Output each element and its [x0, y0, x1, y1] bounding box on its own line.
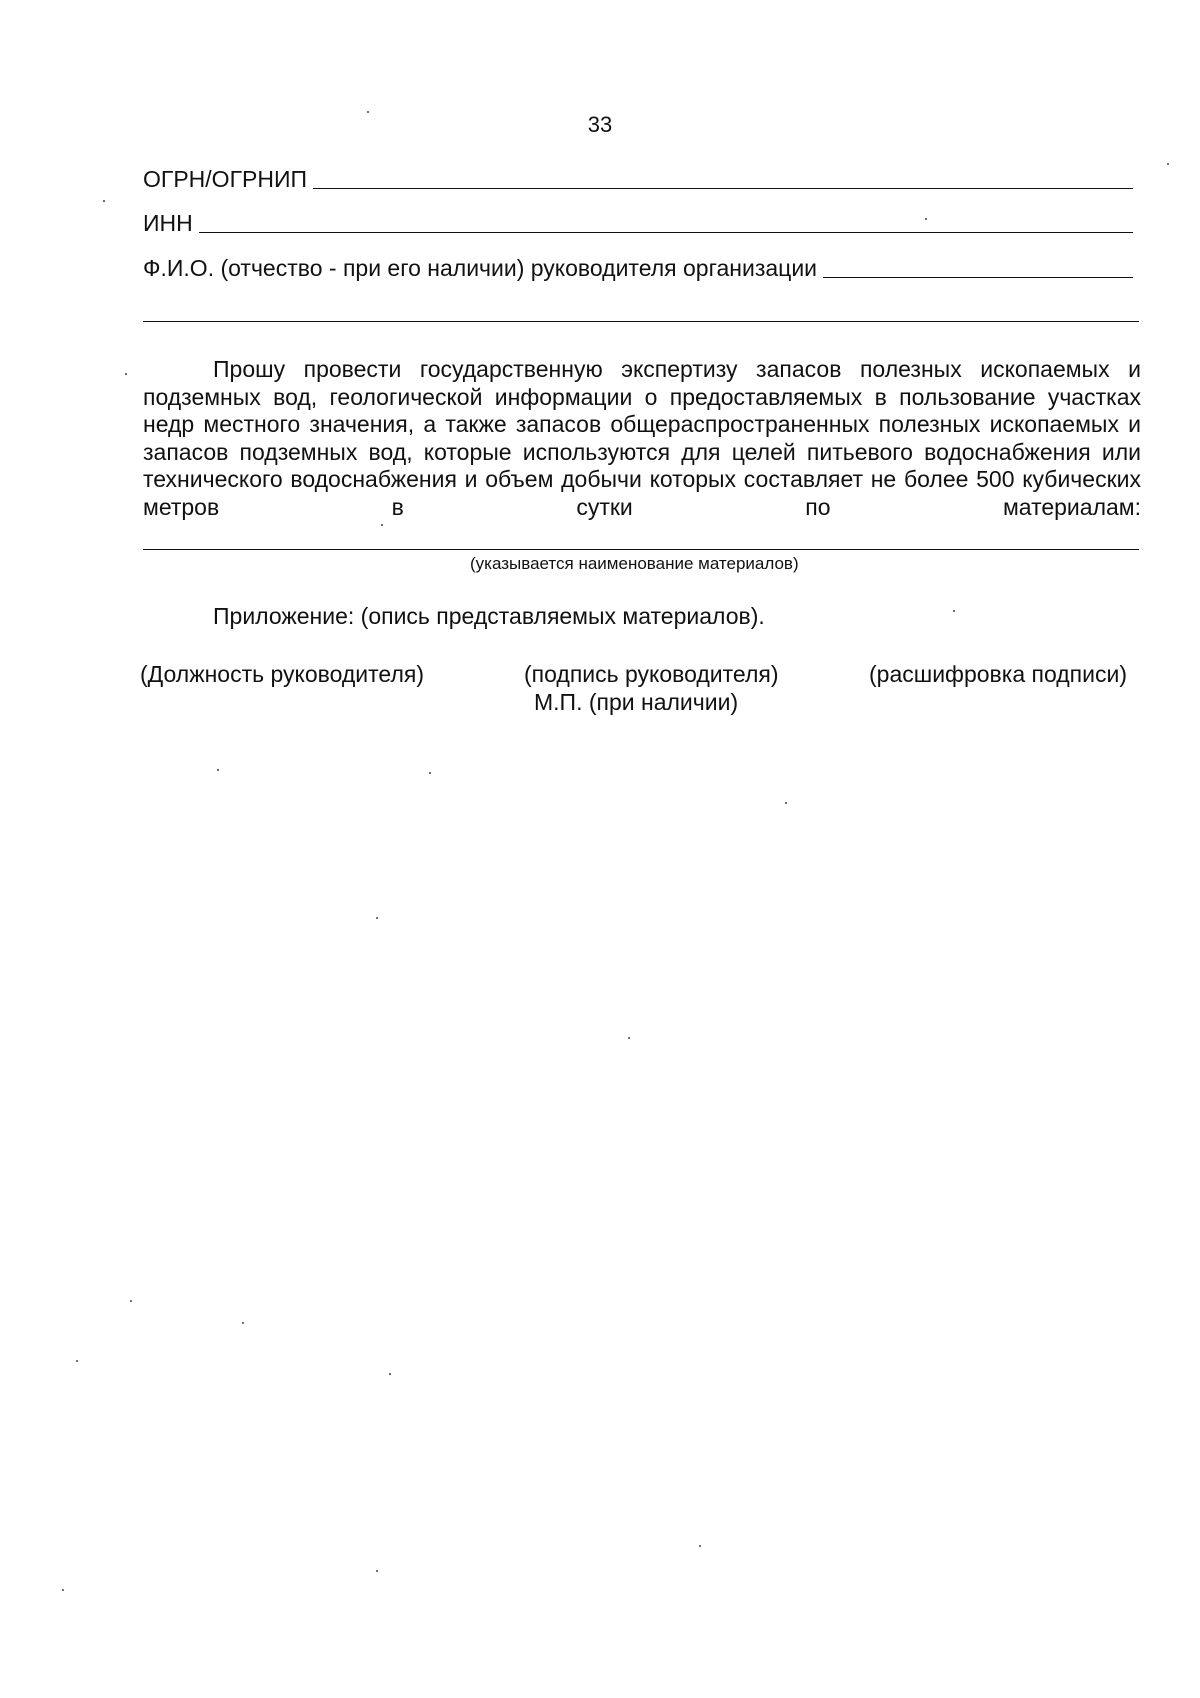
fio-continuation-line[interactable] — [143, 321, 1139, 322]
fio-field — [143, 255, 1133, 282]
scan-speck — [628, 1037, 630, 1039]
request-text: Прошу провести государственную экспертизу запасов полезных ископаемых и подземных вод, геологической информации о предоставляемых в пользование участках недр местного значения, а также запасов общераспространенных полезных ископаемых и запасов подземных вод, которые используются для целей питьевого водоснабжения или технического водоснабжения и объем добычи которых составляет не более 500 кубических метров в сутки по материалам: — [143, 356, 1141, 520]
signature-caption: (подпись руководителя) — [524, 661, 779, 687]
inn-field — [143, 210, 1133, 237]
page-number: 33 — [587, 112, 613, 137]
scan-speck — [429, 772, 431, 774]
scan-speck — [785, 802, 787, 804]
ogrn-label: ОГРН/ОГРНИП — [143, 166, 308, 192]
signature-decoding-caption: (расшифровка подписи) — [869, 661, 1127, 687]
scan-speck — [130, 1300, 132, 1302]
scan-speck — [76, 1360, 78, 1362]
scan-speck — [62, 1589, 64, 1591]
scan-speck — [103, 200, 105, 202]
scan-speck — [217, 769, 219, 771]
position-caption: (Должность руководителя) — [140, 661, 424, 687]
attachment-text: Приложение: (опись представляемых материалов). — [213, 603, 765, 629]
scan-speck — [925, 218, 927, 220]
inn-blank-line[interactable] — [199, 231, 1133, 233]
scan-speck — [389, 1373, 391, 1375]
materials-blank-line[interactable] — [143, 549, 1139, 550]
scan-speck — [376, 917, 378, 919]
stamp-caption: М.П. (при наличии) — [534, 689, 739, 715]
ogrn-field — [143, 166, 1133, 193]
scan-speck — [699, 1545, 701, 1547]
scan-speck — [381, 524, 383, 526]
scan-speck — [242, 1322, 244, 1324]
scan-speck — [1167, 163, 1169, 165]
request-paragraph — [143, 356, 1141, 521]
materials-caption: (указывается наименование материалов) — [470, 554, 799, 573]
fio-label: Ф.И.О. (отчество - при его наличии) руководителя организации — [143, 255, 818, 281]
scan-speck — [376, 1570, 378, 1572]
scan-speck — [953, 610, 955, 612]
inn-label: ИНН — [143, 210, 193, 236]
ogrn-blank-line[interactable] — [313, 187, 1133, 189]
fio-blank-line[interactable] — [823, 276, 1133, 278]
scan-speck — [125, 373, 127, 375]
scan-speck — [367, 111, 369, 113]
